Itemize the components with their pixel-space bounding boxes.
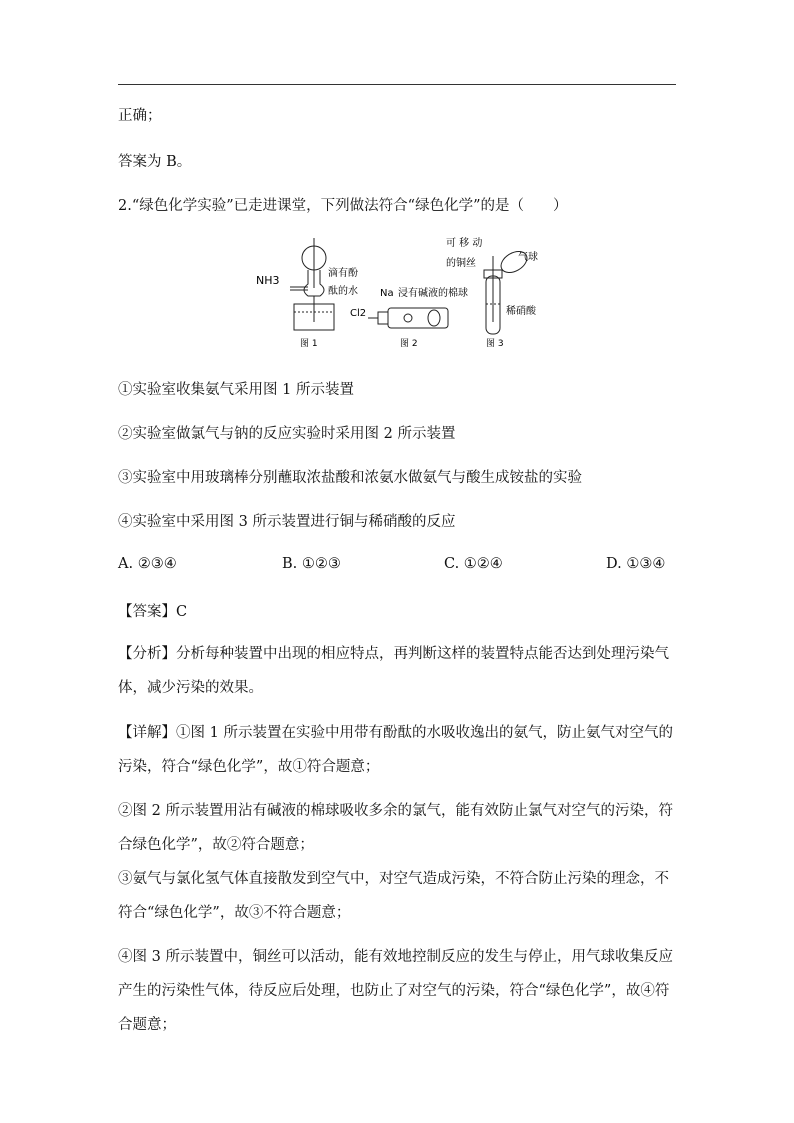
figure-1-caption: 图 1 (300, 339, 318, 349)
statement-3: ③实验室中用玻璃棒分别蘸取浓盐酸和浓氨水做氨气与酸生成铵盐的实验 (118, 470, 582, 486)
movable-wire-label-2: 的铜丝 (446, 258, 476, 269)
figure-2-caption: 图 2 (400, 339, 418, 349)
na-label: Na (380, 288, 394, 299)
option-d: D. ①③④ (606, 556, 666, 572)
statement-4: ④实验室中采用图 3 所示装置进行铜与稀硝酸的反应 (118, 514, 456, 530)
cotton-ball-label: 浸有碱液的棉球 (398, 288, 468, 299)
cl2-label: Cl2 (350, 308, 367, 319)
header-rule (118, 84, 676, 85)
answer-line: 【答案】C (118, 604, 188, 620)
nh3-label: NH3 (256, 274, 280, 287)
detail-paragraph-4: ④图 3 所示装置中，铜丝可以活动，能有效地控制反应的发生与停止，用气球收集反应产生的污染性气体，待反应后处理，也防止了对空气的污染，符合“绿色化学”，故④符合题意； (118, 949, 673, 1033)
figure-1 (290, 238, 334, 330)
question-stem: 2.“绿色化学实验”已走进课堂，下列做法符合“绿色化学”的是（ ） (118, 198, 568, 214)
detail-paragraph-3: ③氨气与氯化氢气体直接散发到空气中，对空气造成污染，不符合防止污染的理念，不符合“绿色化学”，故③不符合题意； (118, 871, 669, 921)
option-b: B. ①②③ (282, 556, 341, 572)
statement-2: ②实验室做氯气与钠的反应实验时采用图 2 所示装置 (118, 426, 456, 442)
figure-2 (368, 308, 448, 328)
balloon-label: 气球 (518, 252, 538, 263)
option-c: C. ①②④ (444, 556, 503, 572)
nitric-acid-label: 稀硝酸 (506, 306, 536, 317)
detail-paragraph-1: 【详解】①图 1 所示装置在实验中用带有酚酞的水吸收逸出的氨气，防止氨气对空气的污染，符合“绿色化学”，故①符合题意； (118, 725, 673, 775)
option-a: A. ②③④ (118, 556, 177, 572)
text-line: 答案为 B。 (118, 154, 192, 170)
text-line: 正确； (118, 108, 162, 124)
phenolphthalein-label: 滴有酚 (328, 268, 358, 279)
detail-paragraph-2: ②图 2 所示装置用沾有碱液的棉球吸收多余的氯气，能有效防止氯气对空气的污染，符合绿色化学”，故②符合题意； (118, 803, 673, 853)
apparatus-figure (250, 232, 550, 352)
movable-wire-label: 可 移 动 (446, 238, 483, 249)
statement-1: ①实验室收集氨气采用图 1 所示装置 (118, 382, 354, 398)
analysis-paragraph: 【分析】分析每种装置中出现的相应特点，再判断这样的装置特点能否达到处理污染气体，减少污染的效果。 (118, 646, 669, 696)
phenolphthalein-label-2: 酞的水 (328, 286, 358, 297)
figure-3-caption: 图 3 (486, 339, 504, 349)
